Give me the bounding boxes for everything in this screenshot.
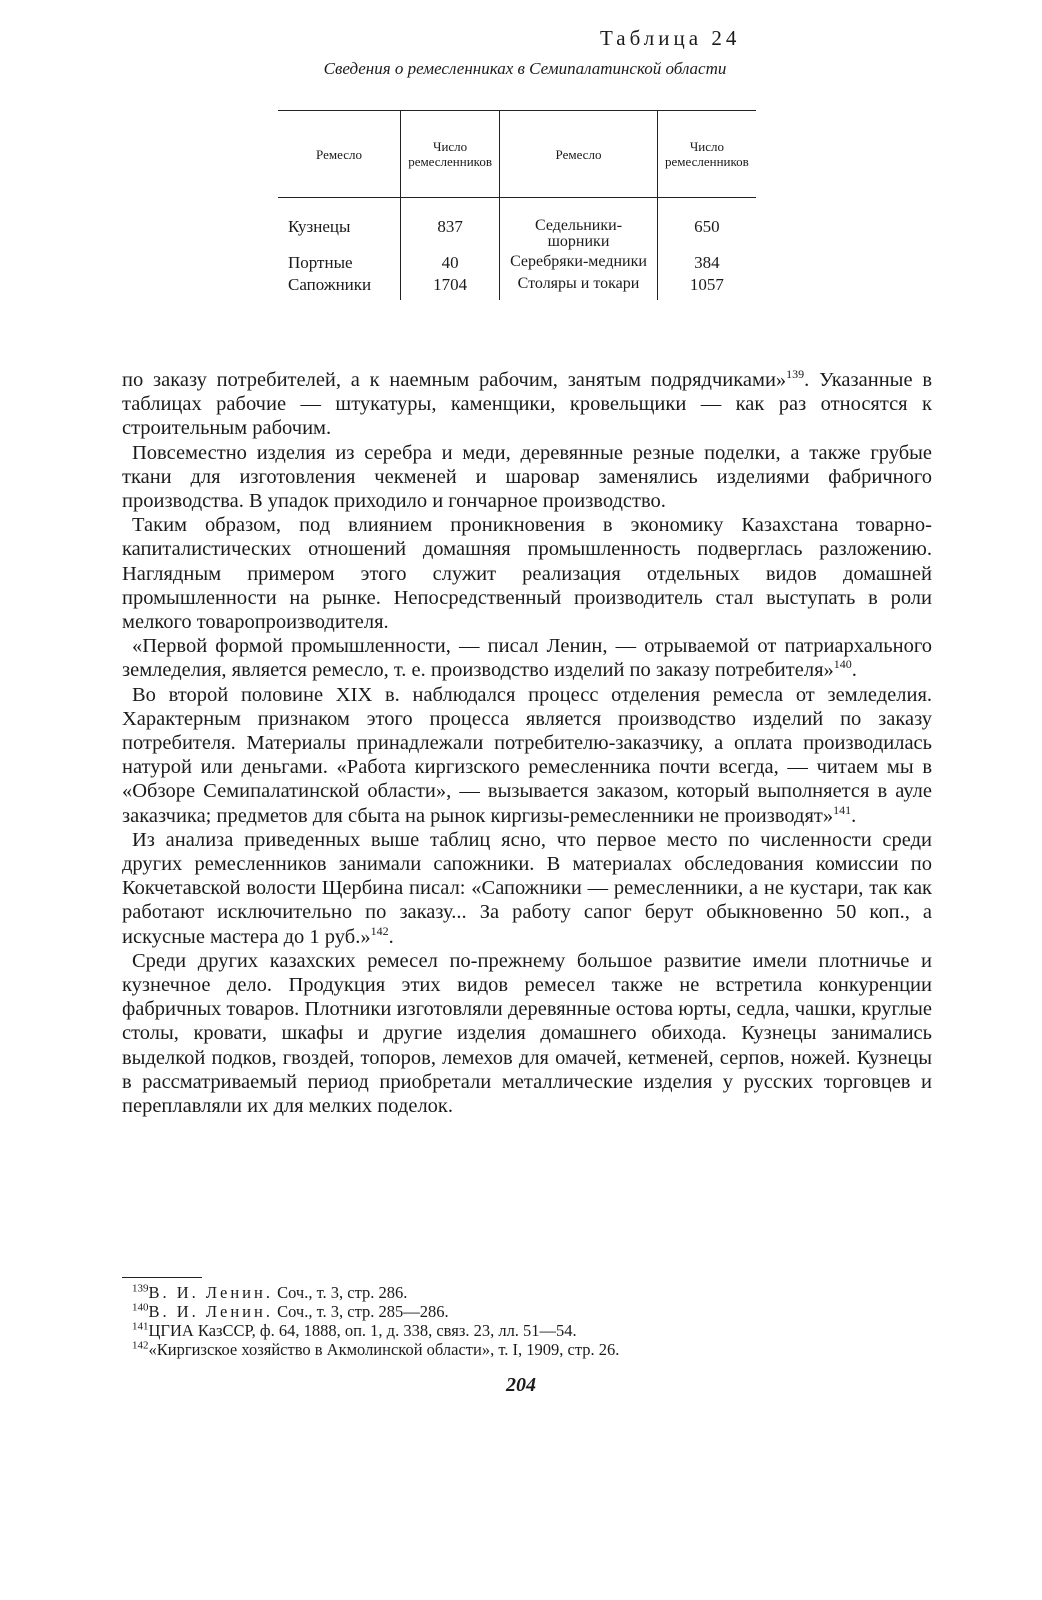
table-label: Таблица 24 (600, 26, 741, 50)
footnote-ref: 140 (833, 657, 852, 672)
footnote-text: ЦГИА КазССР, ф. 64, 1888, оп. 1, д. 338, связ. 23, лл. 51—54. (148, 1321, 577, 1340)
header-craft-2: Ремесло (500, 111, 658, 198)
footnote-ref: 142 (370, 923, 389, 938)
paragraph-text: «Первой формой промышленности, — писал Ленин, — отрываемой от патриархального земледелия, является ремесло, т. е. производство изделий по заказу потребителя» (122, 635, 932, 682)
footnote-number: 142 (132, 1339, 149, 1352)
header-craft-1: Ремесло (278, 111, 401, 198)
table-header-row (278, 111, 756, 198)
footnote-author: В. И. Ленин. (148, 1302, 273, 1321)
paragraph: Таким образом, под влиянием проникновения в экономику Казахстана товарно-капиталистических отношений домашняя промышленность подверглась разложению. Наглядным примером этого служит реализация отдельных видов домашней промышленности на рынке. Непосредственный производитель стал выступать в роли мелкого товаропроизводителя. (122, 514, 932, 634)
footnote-text: «Киргизское хозяйство в Акмолинской области», т. I, 1909, стр. 26. (148, 1340, 620, 1359)
paragraph: «Первой формой промышленности, — писал Ленин, — отрываемой от патриархального земледелия, является ремесло, т. е. производство изделий по заказу потребителя»$^{140}$. (122, 635, 932, 682)
cell-craft: Кузнецы (288, 217, 351, 236)
footnote (132, 1302, 932, 1321)
footnote (132, 1340, 932, 1359)
cell-count: 384 (657, 252, 756, 274)
cell-count: 650 (657, 198, 756, 253)
paragraph-text: Из анализа приведенных выше таблиц ясно, что первое место по численности среди других ремесленников занимали сапожники. В материалах обследования комиссии по Кокчетавской волости Щербина писал: «Сапожники — ремесленники, а не кустари, так как работают исключительно по заказу... За работу сапог берут обыкновенно 50 коп., а искусные мастера до 1 руб.» (122, 828, 932, 948)
footnotes (132, 1283, 932, 1359)
paragraph-text: по заказу потребителей, а к наемным рабочим, занятым подрядчиками» (122, 369, 787, 391)
table-row (278, 252, 756, 274)
cell-count: 1057 (657, 274, 756, 300)
footnote (132, 1321, 932, 1340)
footnote-divider (122, 1277, 202, 1278)
footnote-number: 140 (132, 1301, 149, 1314)
footnote-text: Соч., т. 3, стр. 286. (272, 1283, 408, 1302)
paragraph: Во второй половине XIX в. наблюдался процесс отделения ремесла от земледелия. Характерным признаком этого процесса является производство изделий по заказу потребителя. Материалы принадлежали потребителю-заказчику, а оплата производилась натурой или деньгами. «Работа киргизского ремесленника почти всегда, — читаем мы в «Обзоре Семипалатинской области», — вызывается заказом, который выполняется в ауле заказчика; предметов для сбыта на рынок киргизы-ремесленники не производят»$^{141}$. (122, 683, 932, 827)
cell-count: 837 (401, 198, 500, 253)
footnote-number: 141 (132, 1320, 149, 1333)
paragraph (122, 368, 932, 441)
cell-craft: Портные (288, 253, 353, 272)
paragraph-text: Во второй половине XIX в. наблюдался процесс отделения ремесла от земледелия. Характерным признаком этого процесса является производство изделий по заказу потребителя. Материалы принадлежали потребителю-заказчику, а оплата производилась натурой или деньгами. «Работа киргизского ремесленника почти всегда, — читаем мы в «Обзоре Семипалатинской области», — вызывается заказом, который выполняется в ауле заказчика; предметов для сбыта на рынок киргизы-ремесленники не производят» (122, 683, 932, 827)
body-text (122, 368, 932, 1118)
table-row (278, 198, 756, 253)
paragraph-text: . Указанные в таблицах рабочие — штукатуры, каменщики, кровельщики — как раз относятся к строительным рабочим. (122, 369, 932, 440)
header-count-2: Число ремесленников (657, 111, 756, 198)
table-caption: Сведения о ремесленниках в Семипалатинской области (323, 59, 727, 78)
cell-craft: Седельники-шорники (500, 198, 658, 253)
table-row (278, 274, 756, 300)
cell-craft: Сапожники (288, 275, 372, 294)
cell-count: 1704 (401, 274, 500, 300)
cell-craft: Столяры и токари (500, 274, 658, 300)
cell-craft: Серебряки-медники (500, 252, 658, 274)
page-number: 204 (506, 1374, 536, 1396)
cell-count: 40 (401, 252, 500, 274)
header-count-1: Число ремесленников (401, 111, 500, 198)
footnote-ref: 139 (786, 367, 805, 382)
footnote (132, 1283, 932, 1302)
footnote-number: 139 (132, 1282, 149, 1295)
footnote-text: Соч., т. 3, стр. 285—286. (272, 1302, 449, 1321)
paragraph: Повсеместно изделия из серебра и меди, деревянные резные поделки, а также грубые ткани для изготовления чекменей и шаровар заменялись изделиями фабричного производства. В упадок приходило и гончарное производство. (122, 441, 932, 513)
crafts-table (278, 110, 756, 300)
paragraph: Из анализа приведенных выше таблиц ясно, что первое место по численности среди других ремесленников занимали сапожники. В материалах обследования комиссии по Кокчетавской волости Щербина писал: «Сапожники — ремесленники, а не кустари, так как работают исключительно по заказу... За работу сапог берут обыкновенно 50 коп., а искусные мастера до 1 руб.»$^{142}$. (122, 828, 932, 948)
footnote-author: В. И. Ленин. (148, 1283, 273, 1302)
paragraph: Среди других казахских ремесел по-прежнему большое развитие имели плотничье и кузнечное дело. Продукция этих видов ремесел также не встретила конкуренции фабричных товаров. Плотники изготовляли деревянные остова юрты, седла, чашки, круглые столы, кровати, шкафы и другие изделия домашнего обихода. Кузнецы занимались выделкой подков, гвоздей, топоров, лемехов для омачей, кетменей, серпов, ножей. Кузнецы в рассматриваемый период приобретали металлические изделия у русских торговцев и переплавляли их для мелких поделок. (122, 949, 932, 1118)
footnote-ref: 141 (833, 802, 852, 817)
